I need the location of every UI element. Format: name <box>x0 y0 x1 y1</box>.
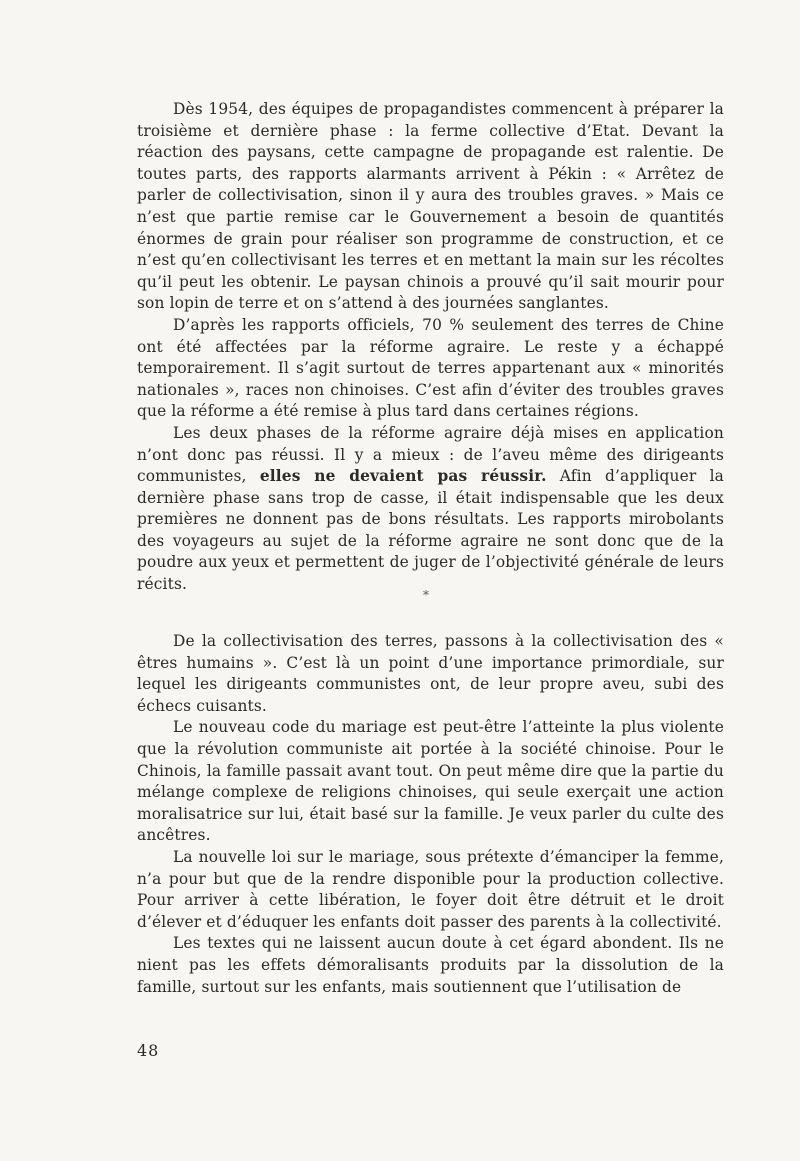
paragraph <box>137 423 724 596</box>
section-2 <box>137 631 724 998</box>
paragraph: D’après les rapports officiels, 70 % seulement des terres de Chine ont été affectées par la réforme agraire. Le reste y a échappé temporairement. Il s’agit surtout de terres appartenant aux « minorités nationales », races non chinoises. C’est afin d’éviter des troubles graves que la réforme a été remise à plus tard dans certaines régions. <box>137 315 724 421</box>
section-1 <box>137 99 724 596</box>
paragraph: De la collectivisation des terres, passons à la collectivisation des « êtres humains ». C’est là un point d’une importance primordiale, sur lequel les dirigeants communistes ont, de leur propre aveu, subi des échecs cuisants. <box>137 632 724 715</box>
bold-emphasis: elles ne devaient pas réussir. <box>259 467 547 486</box>
paragraph: Le nouveau code du mariage est peut-être l’atteinte la plus violente que la révolution communiste ait portée à la société chinoise. Pour le Chinois, la famille passait avant tout. On peut même dire que la partie du mélange complexe de religions chinoises, qui seule exerçait une action moralisatrice sur lui, était basé sur la famille. Je veux parler du culte des ancêtres. <box>137 718 724 845</box>
paragraph-text: Afin d’appliquer la dernière phase sans trop de casse, il était indispensable que les deux premières ne donnent pas de bons résultats. Les rapports mirobolants des voyageurs au sujet de la réforme agraire ne sont donc que de la poudre aux yeux et permettent de juger de l’objectivité générale de leurs récits. <box>137 467 724 594</box>
section-separator-asterisk: * <box>423 588 429 602</box>
paragraph: La nouvelle loi sur le mariage, sous prétexte d’émanciper la femme, n’a pour but que de la rendre disponible pour la production collective. Pour arriver à cette libération, le foyer doit être détruit et le droit d’élever et d’éduquer les enfants doit passer des parents à la collectivité. <box>137 847 724 931</box>
paragraph: Les textes qui ne laissent aucun doute à cet égard abondent. Ils ne nient pas les effets démoralisants produits par la dissolution de la famille, surtout sur les enfants, mais soutiennent que l’utilisation de <box>137 934 724 996</box>
page-number: 48 <box>137 1041 160 1060</box>
paragraph-text: Les deux phases de la réforme agraire déjà mises en application n’ont donc pas réussi. Il y a mieux : de l’aveu même des dirigeants communistes, <box>137 423 724 486</box>
paragraph: Dès 1954, des équipes de propagandistes commencent à préparer la troisième et dernière phase : la ferme collective d’Etat. Devant la réaction des paysans, cette campagne de propagande est ralentie. De toutes parts, des rapports alarmants arrivent à Pékin : « Arrêtez de parler de collectivisation, sinon il y aura des troubles graves. » Mais ce n’est que partie remise car le Gouvernement a besoin de quantités énormes de grain pour réaliser son programme de construction, et ce n’est qu’en collectivisant les terres et en mettant la main sur les récoltes qu’il peut les obtenir. Le paysan chinois a prouvé qu’il sait mourir pour son lopin de terre et on s’attend à des journées sanglantes. <box>137 100 724 313</box>
